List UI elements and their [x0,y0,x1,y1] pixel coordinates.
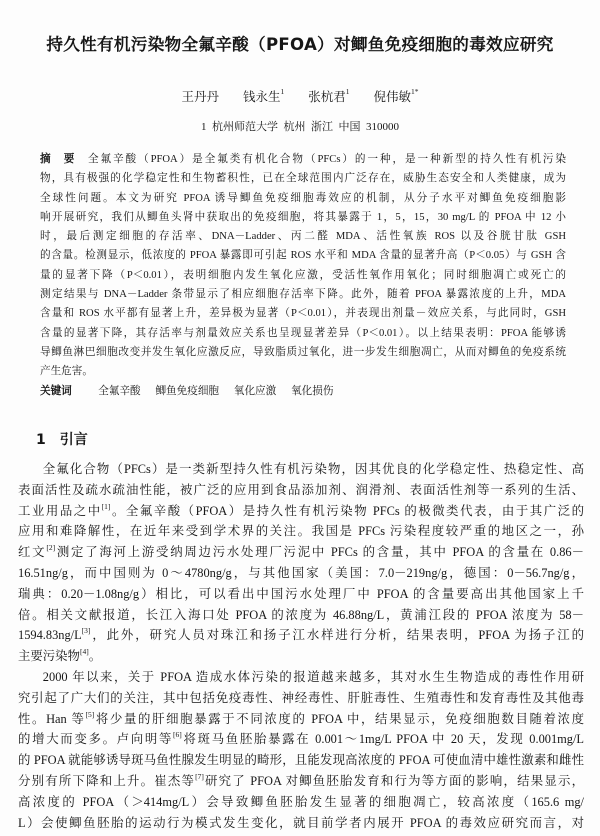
citation-ref: [2] [46,543,56,553]
line-text: 。 [88,649,102,664]
citation-ref: [5] [85,709,95,719]
line-text: 分别有所下降和上升。崔杰等 [18,773,196,788]
paragraph-line: 的 PFOA 就能够诱导斑马鱼性腺发生明显的畸形，且能发现高浓度的 PFOA 可使血清中雄性激素和雌性 [18,753,584,768]
keywords [40,382,566,401]
line-text: 性。Han 等 [18,711,86,726]
author [374,87,419,107]
abstract-line: 物，具有极强的化学稳定性和生物蓄积性，已在全球范围内广泛存在，威胁生态安全和人类健康，成为 [40,173,566,185]
line-text: 主要污染物 [18,649,80,664]
line-text: 的增大而变多。卢向明等 [18,732,174,747]
line-text: 将斑马鱼胚胎暴露在 0.001～1mg/L PFOA 中 20 天，发现 0.001mg/L [181,732,584,747]
paragraph-line: 倍。相关文献报道，长江入海口处 PFOA 的浓度为 46.88ng/L，黄浦江段的 PFOA 浓度为 58－ [18,607,584,622]
author-list [0,87,600,107]
paragraph-line: 16.51ng/g，而中国则为 0～4780ng/g，与其他国家（美国：7.0－219ng/g，德国：0－56.7ng/g， [18,565,584,580]
paragraph-line: 瑞典：0.20－1.08ng/g）相比，可以看出中国污水处理厂中 PFOA 的含量要高出其他国家上千 [18,586,584,601]
paragraph-line [18,542,584,563]
paragraph-line [18,771,584,792]
abstract-line: 时，最后测定细胞的存活率、DNA－Ladder、丙二醛 MDA、活性氧族 ROS 以及谷胱甘肽 GSH [40,231,566,243]
paragraph-line: 究引起了广大们的关注，其中包括免疫毒性、神经毒性、肝脏毒性、生殖毒性和发育毒性及其他毒 [18,690,584,705]
line-text: 1594.83ng/L [18,628,82,643]
paragraph-line [18,646,584,667]
abstract-line: 含量和 ROS 水平都有显著上升，差异极为显著（P＜0.01），并表现出剂量－效应关系，与此同时，GSH [40,308,566,320]
citation-ref: [3] [81,626,91,636]
body-text [18,459,584,833]
author [308,87,349,107]
line-text: 红文 [18,545,47,560]
author [243,87,284,107]
author-name: 钱永生 [242,90,281,104]
line-text: 。全氟辛酸（PFOA）是持久性有机污染物 PFCs 的极微类代表，由于其广泛的 [110,503,584,518]
abstract-line: 含量的显著下降，其存活率与剂量效应关系也呈现显著差异（P＜0.01）。以上结果表明：PFOA 能够诱 [40,327,566,339]
abstract-label: 摘 要 [40,153,77,165]
affiliation: 1 杭州师范大学 杭州 浙江 中国 310000 [201,121,399,133]
author-affiliation-mark: 1 [345,87,350,96]
paragraph-line: 应用和难降解性，在近年来受到学术界的关注。我国是 PFCs 污染程度较严重的地区之一，孙 [18,524,584,539]
paragraph-line: 表面活性及疏水疏油性能，被广泛的应用到食品添加剂、润滑剂、表面活性剂等一系列的生活、 [18,482,584,497]
abstract-text: 全氟辛酸（PFOA）是全氟类有机化合物（PFCs）的一种，是一种新型的持久性有机污染 [87,154,566,165]
author-name: 张杭君 [308,90,346,104]
line-text: ，此外，研究人员对珠江和扬子江水样进行分析，结果表明，PFOA 为扬子江的 [90,628,584,643]
paragraph-line: 高浓度的 PFOA（＞414mg/L）会导致鲫鱼胚胎发生显著的细胞凋亡，较高浓度（165.6 mg/ [18,794,584,809]
citation-ref: [7] [195,771,204,781]
paper-title: 持久性有机污染物全氟辛酸（PFOA）对鲫鱼免疫细胞的毒效应研究 [46,35,554,54]
line-text: 测定了海河上游受纳周边污水处理厂污泥中 PFCs 的含量，其中 PFOA 的含量在 0.86－ [55,545,584,560]
keyword: 全氟辛酸 [98,386,141,397]
author-affiliation-mark: 1 [280,87,285,96]
section-title: 引言 [59,432,88,448]
author-name: 倪伟敏 [373,90,412,104]
section-number: 1 [36,432,46,448]
abstract-line: 测定结果与 DNA－Ladder 条带显示了相应细胞存活率下降。此外，随着 PFOA 暴露浓度的上升，MDA [40,289,566,301]
paragraph-line: 全氟化合物（PFCs）是一类新型持久性有机污染物，因其优良的化学稳定性、热稳定性、高 [42,462,584,476]
abstract-line [40,150,566,169]
author-name: 王丹丹 [181,90,219,104]
citation-ref: [4] [79,647,89,657]
paragraph-line [18,625,584,646]
paragraph-line: L）会使鲫鱼胚胎的运动行为模式发生变化，就目前学者内展开 PFOA 的毒效应研究而言，对 [18,815,584,830]
author-affiliation-mark: 1* [411,87,419,96]
abstract-line: 响开展研究，我们从鲫鱼头肾中获取出的免疫细胞，将其暴露于 1，5，15，30 mg/L 的 PFOA 中 12 小 [40,211,566,223]
section-heading [36,429,88,451]
citation-ref: [6] [173,730,182,740]
abstract-line: 全球性问题。本文为研究 PFOA 诱导鲫鱼免疫细胞毒效应的机制，从分子水平对鲫鱼免疫细胞影 [40,192,566,204]
abstract-line: 的含量。检测显示，低浓度的 PFOA 暴露即可引起 ROS 水平和 MDA 含量的显著升高（P＜0.05）与 GSH 含 [40,250,566,262]
abstract-line: 产生危害。 [40,366,93,378]
keyword: 鲫鱼免疫细胞 [155,386,220,397]
line-text: 工业用品之中 [18,503,102,518]
paragraph-line [18,501,584,522]
keyword: 氧化损伤 [291,386,334,397]
keyword: 氧化应激 [233,386,277,397]
paragraph-line [18,709,584,730]
abstract [40,150,566,382]
paragraph-line [18,729,584,750]
abstract-line: 导鲫鱼淋巴细胞改变并发生氧化应激反应，导致脂质过氧化，进一步发生细胞凋亡，从而对鲫鱼的免疫系统 [40,346,566,358]
line-text: 将少量的肝细胞暴露于不同浓度的 PFOA 中，结果显示，免疫细胞数目随着浓度 [94,711,584,726]
abstract-line: 量的显著下降（P＜0.01），表明细胞内发生氧化应激，受活性氧作用氧化；同时细胞凋亡或死亡的 [40,269,566,281]
author [181,87,219,107]
line-text: 研究了 PFOA 对鲫鱼胚胎发育和行为等方面的影响，结果显示， [203,773,584,788]
paragraph-line: 2000 年以来，关于 PFOA 造成水体污染的报道越来越多，其对水生生物造成的毒性作用研 [42,669,584,684]
keywords-label: 关键词 [40,385,72,397]
citation-ref: [1] [101,501,111,511]
